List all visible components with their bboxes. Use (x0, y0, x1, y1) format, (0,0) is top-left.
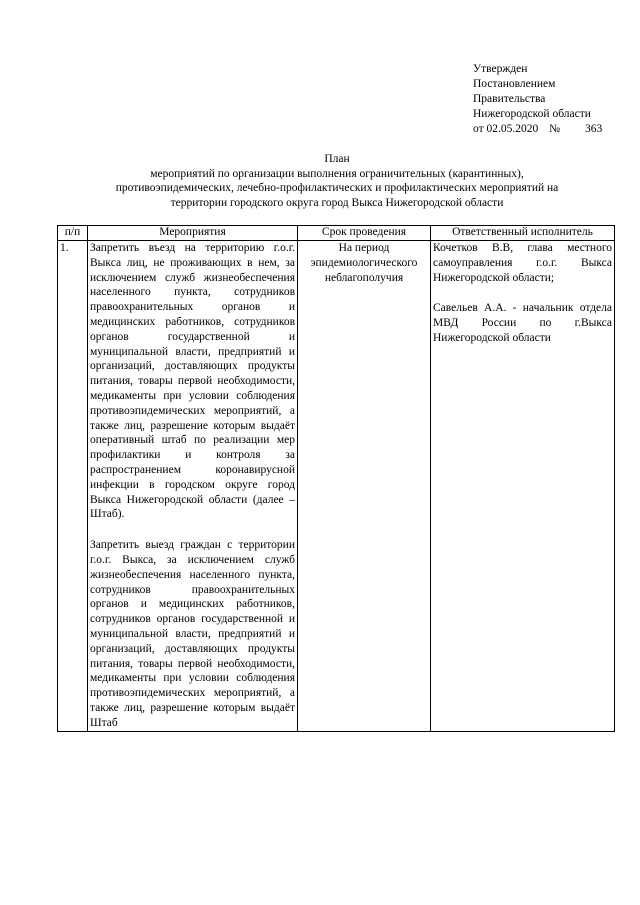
header-number: п/п (58, 226, 88, 241)
measure-paragraph: Запретить въезд на территорию г.о.г. Выкса лиц, не проживающих в нем, за исключением служб жизнеобеспечения населенного пункта, сотрудников правоохранительных органов и медицинских работников, сотрудников органов государственной и муниципальной власти, предприятий и организаций, доставляющих продукты питания, товары первой необходимости, медикаменты при условии соблюдения противоэпидемических мероприятий, а также лиц, разрешение которым выдаёт оперативный штаб по реализации мер профилактики и контроля за распространением коронавирусной инфекции в городском округе город Выкса Нижегородской области (далее – Штаб). (90, 242, 295, 521)
document-title (60, 152, 614, 210)
measure-paragraph: Запретить выезд граждан с территории г.о.г. Выкса, за исключением служб жизнеобеспечения населенного пункта, сотрудников правоохранительных органов и медицинских работников, сотрудников органов государственной и муниципальной власти, предприятий и организаций, доставляющих продукты питания, товары первой необходимости, медикаменты при условии соблюдения противоэпидемических мероприятий, а также лиц, разрешение которым выдаёт Штаб (90, 539, 295, 729)
period-cell: На период эпидемиологического неблагополучия (298, 241, 431, 732)
approval-line: Постановлением (473, 78, 556, 90)
approval-date: от 02.05.2020 (473, 123, 539, 135)
measures-table (57, 225, 615, 732)
title-heading: План (324, 153, 350, 165)
table-header-row (58, 226, 615, 241)
title-line: мероприятий по организации выполнения ограничительных (карантинных), (150, 167, 524, 180)
approval-line: Нижегородской области (473, 108, 591, 120)
table-row (58, 241, 615, 732)
approval-line: Утвержден (473, 63, 528, 75)
responsible-cell (431, 241, 615, 732)
title-line: территории городского округа город Выкса Нижегородской области (170, 196, 504, 209)
header-measures: Мероприятия (88, 226, 298, 241)
header-period: Срок проведения (298, 226, 431, 241)
responsible-person: Кочетков В.В, глава местного самоуправления г.о.г. Выкса Нижегородской области; (433, 242, 612, 284)
header-responsible: Ответственный исполнитель (431, 226, 615, 241)
approval-number: 363 (584, 123, 603, 135)
approval-number-sign: № (549, 123, 561, 135)
responsible-person: Савельев А.А. - начальник отдела МВД России по г.Выкса Нижегородской области (433, 302, 612, 344)
title-line: противоэпидемических, лечебно-профилактических и профилактических мероприятий на (115, 182, 559, 194)
approval-line: Правительства (473, 93, 546, 105)
approval-stamp (473, 62, 633, 137)
measures-cell (88, 241, 298, 732)
approval-date-line (473, 122, 633, 137)
row-number: 1. (58, 241, 88, 732)
